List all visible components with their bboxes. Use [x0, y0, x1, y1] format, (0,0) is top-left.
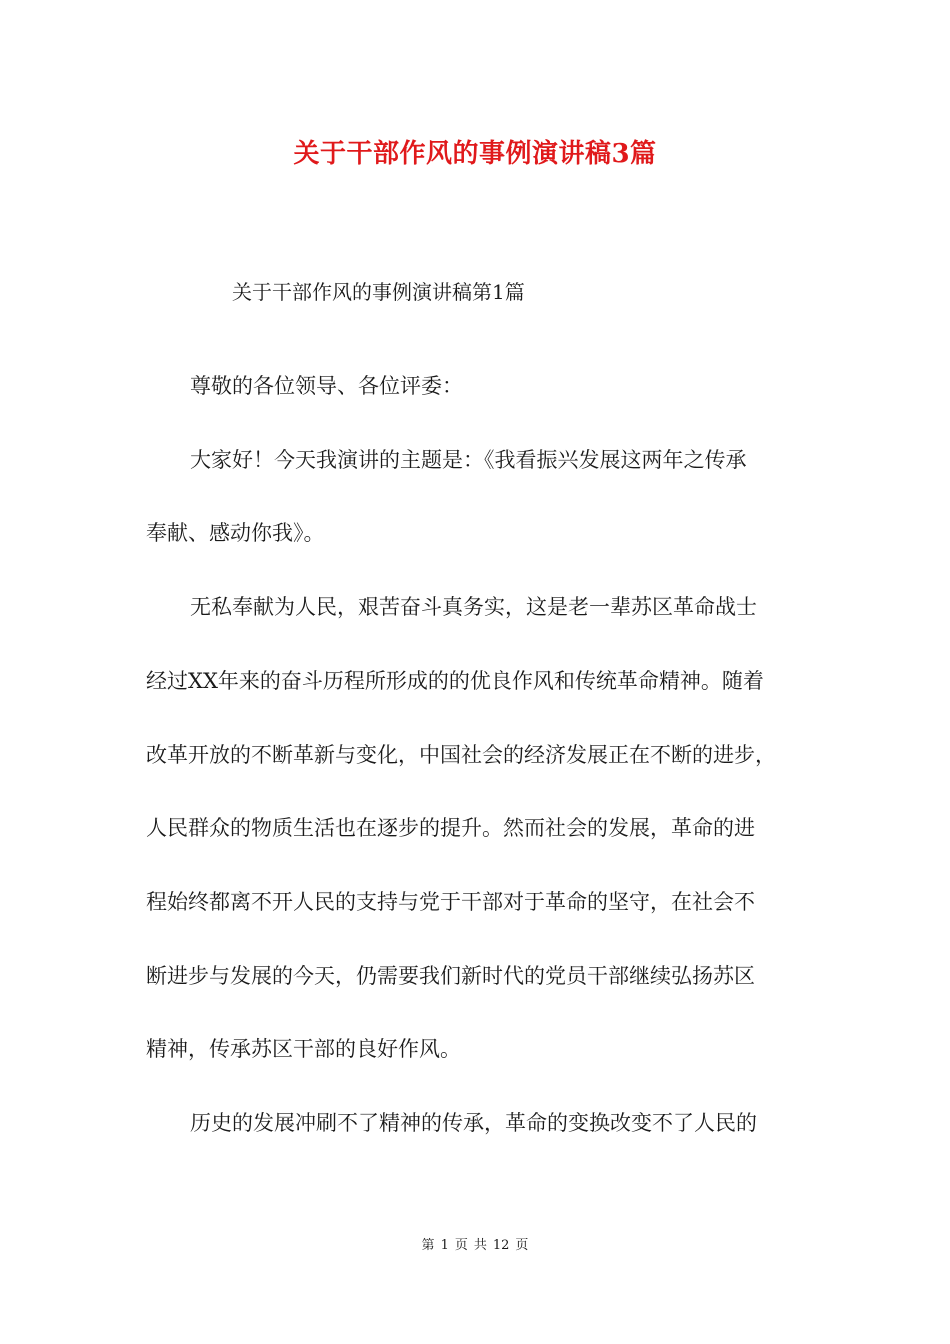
footer-total-pages: 12	[492, 1238, 510, 1253]
paragraph-greeting	[146, 350, 806, 424]
text-line: 无私奉献为人民，艰苦奋斗真务实，这是老一辈苏区革命战士	[190, 595, 757, 620]
text-line: 经过XX年来的奋斗历程所形成的的优良作风和传统革命精神。随着	[146, 668, 764, 693]
footer-total-prefix: 共	[473, 1238, 487, 1253]
text-line: 奉献、感动你我》。	[146, 521, 325, 546]
text-line: 人民群众的物质生活也在逐步的提升。然而社会的发展，革命的进	[146, 816, 755, 841]
text-line: 精神，传承苏区干部的良好作风。	[146, 1037, 461, 1062]
page-title: 关于干部作风的事例演讲稿3篇	[293, 139, 657, 169]
text-line: 大家好！今天我演讲的主题是：《我看振兴发展这两年之传承	[190, 447, 747, 472]
text-line: 断进步与发展的今天，仍需要我们新时代的党员干部继续弘扬苏区	[146, 963, 755, 988]
footer-total-suffix: 页	[515, 1238, 529, 1253]
text-line: 尊敬的各位领导、各位评委：	[190, 374, 463, 398]
text-line: 改革开放的不断革新与变化，中国社会的经济发展正在不断的进步，	[146, 742, 776, 767]
footer-current-page: 1	[440, 1238, 449, 1253]
paragraph-intro	[146, 424, 806, 571]
page-footer	[0, 1236, 950, 1256]
paragraph-history	[146, 1087, 806, 1161]
text-line: 历史的发展冲刷不了精神的传承，革命的变换改变不了人民的	[190, 1111, 757, 1136]
section-subtitle: 关于干部作风的事例演讲稿第1篇	[232, 280, 525, 304]
footer-page-mid: 页	[454, 1238, 468, 1253]
footer-page-prefix: 第	[421, 1238, 435, 1253]
text-line: 程始终都离不开人民的支持与党于干部对于革命的坚守，在社会不	[146, 889, 755, 914]
paragraph-body	[146, 571, 806, 1087]
body-text	[146, 350, 806, 1161]
